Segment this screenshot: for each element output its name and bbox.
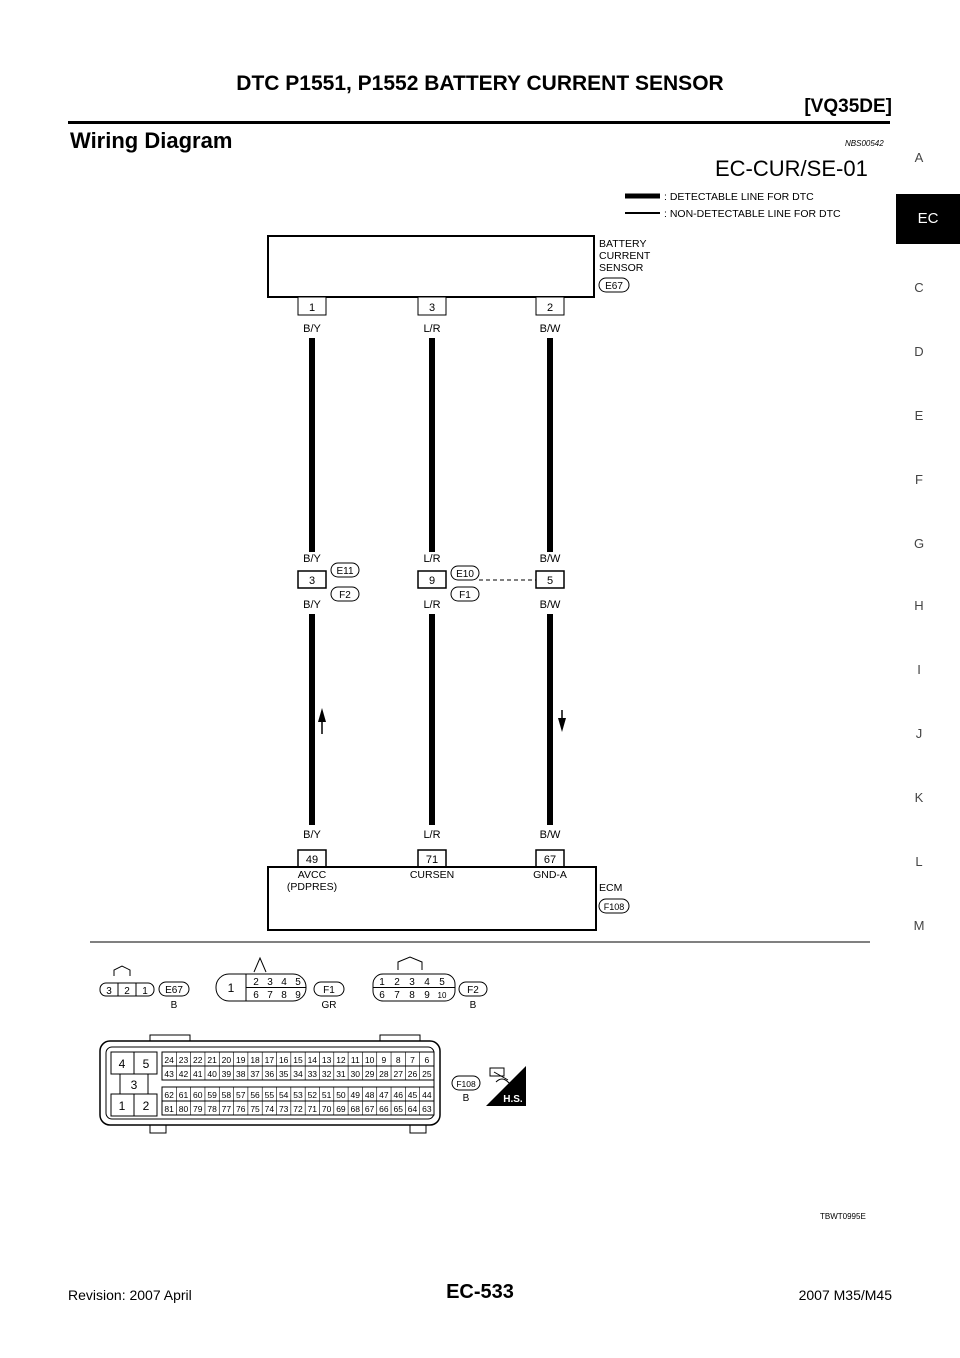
f108-pin: 10	[364, 1055, 375, 1065]
f108-pin: 7	[410, 1055, 415, 1065]
f108-pin: 63	[422, 1104, 432, 1114]
f108-pin: 38	[236, 1069, 246, 1079]
f1-view-pin: 8	[281, 990, 287, 1001]
f108-view-pin-1: 1	[118, 1099, 126, 1113]
f108-view-color: B	[462, 1093, 470, 1104]
junction-left-bottom-color: B/Y	[303, 599, 321, 611]
sensor-label-line1: BATTERY	[599, 238, 647, 250]
f108-pin: 64	[407, 1104, 418, 1114]
f2-view-pin: 8	[409, 990, 415, 1001]
f108-pin: 66	[379, 1104, 389, 1114]
section-title: Wiring Diagram	[70, 128, 233, 153]
section-code: NBS00542	[845, 139, 884, 148]
f108-pin: 20	[221, 1055, 232, 1065]
f108-view-pin-4: 4	[118, 1057, 126, 1071]
ecm-terminal-pdpres: (PDPRES)	[286, 881, 338, 893]
junction-left-top-color: B/Y	[303, 553, 321, 565]
f108-pin: 47	[379, 1090, 389, 1100]
junction-connectors	[298, 553, 564, 611]
f108-pin: 76	[236, 1104, 246, 1114]
f108-pin: 75	[250, 1104, 260, 1114]
ecm-wire-color-left: B/Y	[303, 829, 321, 841]
sensor-connector-label: E67	[605, 281, 623, 292]
section-tab-h[interactable]: H	[914, 598, 924, 613]
sensor-label-line3: SENSOR	[599, 262, 644, 274]
ecm-wire-color-right: B/W	[539, 829, 561, 841]
junction-mid-top-color: L/R	[423, 553, 441, 565]
junction-left-pin-label: 3	[308, 575, 316, 587]
f108-pin: 12	[336, 1055, 346, 1065]
ecm-pin-67-label: 67	[543, 854, 557, 866]
f108-pin: 9	[381, 1055, 387, 1065]
junction-left-lower-connector-label: F2	[339, 590, 351, 601]
harness-side-icon	[486, 1066, 526, 1106]
f108-pin: 78	[207, 1104, 217, 1114]
junction-mid-upper-connector-label: E10	[456, 569, 474, 580]
f108-pin: 45	[407, 1090, 418, 1100]
f108-pin: 15	[293, 1055, 303, 1065]
legend-non-detectable-label: : NON-DETECTABLE LINE FOR DTC	[664, 208, 841, 220]
f108-pin: 55	[264, 1090, 275, 1100]
f108-view-pin-3: 3	[130, 1078, 138, 1092]
junction-mid-pin-label: 9	[428, 575, 436, 587]
junction-right-top-color: B/W	[539, 553, 561, 565]
f108-pin: 39	[221, 1069, 232, 1079]
f1-view-color: GR	[321, 1000, 337, 1011]
wire-color-right-top: B/W	[539, 323, 561, 335]
section-tab-c[interactable]: C	[914, 280, 924, 295]
f108-view-name: F108	[456, 1079, 476, 1089]
f108-pin: 8	[395, 1055, 401, 1065]
junction-mid-bottom-color: L/R	[423, 599, 441, 611]
battery-current-sensor	[268, 236, 651, 335]
f108-pin: 22	[193, 1055, 203, 1065]
sensor-pin-2-label: 2	[546, 302, 554, 314]
f108-pin: 17	[264, 1055, 275, 1065]
f108-pin: 33	[307, 1069, 318, 1079]
f108-pin: 65	[393, 1104, 403, 1114]
junction-mid-lower-connector-label: F1	[459, 590, 471, 601]
f1-view-pin: 4	[281, 977, 287, 988]
f2-view-pin: 10	[437, 991, 447, 1000]
f108-pin: 29	[364, 1069, 375, 1079]
f108-pin: 19	[236, 1055, 246, 1065]
arrow-up-icon	[318, 708, 326, 734]
f108-pin: 69	[336, 1104, 346, 1114]
ecm-label: ECM	[599, 882, 623, 894]
footer-page-number: EC-533	[446, 1281, 514, 1303]
f1-view-pin: 9	[295, 990, 301, 1001]
f108-pin: 49	[350, 1090, 360, 1100]
f2-view-pin: 1	[379, 977, 385, 988]
f108-pin: 13	[321, 1055, 332, 1065]
f108-pin: 16	[278, 1055, 289, 1065]
figure-code: TBWT0995E	[820, 1212, 866, 1221]
footer-revision: Revision: 2007 April	[68, 1287, 192, 1303]
f108-pin: 77	[221, 1104, 232, 1114]
e67-view-color: B	[170, 1000, 178, 1011]
junction-right-bottom-color: B/W	[539, 599, 561, 611]
legend	[625, 191, 841, 220]
e67-view-pin-3: 3	[106, 986, 112, 997]
f108-pin: 79	[193, 1104, 203, 1114]
e67-view-name: E67	[165, 985, 183, 996]
section-tab-f[interactable]: F	[915, 472, 923, 487]
f108-pin: 71	[307, 1104, 318, 1114]
page-title: DTC P1551, P1552 BATTERY CURRENT SENSOR	[236, 72, 724, 95]
ecm-terminal-avcc: AVCC	[297, 869, 327, 881]
f108-view-pin-5: 5	[142, 1057, 150, 1071]
f108-pin: 52	[307, 1090, 318, 1100]
junction-right-pin-label: 5	[546, 575, 554, 587]
legend-detectable-label: : DETECTABLE LINE FOR DTC	[664, 191, 814, 203]
diagram-code: EC-CUR/SE-01	[715, 156, 868, 181]
harness-side-label: H.S.	[503, 1094, 523, 1105]
footer-model: 2007 M35/M45	[798, 1287, 892, 1303]
f108-pin: 43	[164, 1069, 174, 1079]
f108-pin: 30	[350, 1069, 360, 1079]
f108-pin: 68	[350, 1104, 360, 1114]
f2-view-pin: 7	[394, 990, 400, 1001]
connector-view-f2	[373, 957, 487, 1011]
f108-pin: 40	[207, 1069, 217, 1079]
f108-pin: 57	[236, 1090, 246, 1100]
f108-pin: 48	[364, 1090, 375, 1100]
section-tab-e[interactable]: E	[914, 408, 924, 423]
f108-pin: 59	[207, 1090, 217, 1100]
f108-pin: 14	[307, 1055, 318, 1065]
section-tab-k[interactable]: K	[914, 790, 924, 805]
f108-pin: 24	[164, 1055, 174, 1065]
wire-color-mid-top: L/R	[423, 323, 441, 335]
f108-pin: 67	[364, 1104, 375, 1114]
section-tab-l[interactable]: L	[915, 854, 923, 869]
e67-view-pin-1: 1	[142, 986, 148, 997]
f108-pin: 50	[336, 1090, 346, 1100]
arrow-down-icon	[558, 710, 566, 732]
f2-view-pin: 6	[379, 990, 385, 1001]
f108-pin: 72	[293, 1104, 303, 1114]
f108-pin: 46	[393, 1090, 403, 1100]
f108-pin: 81	[164, 1104, 174, 1114]
f108-pin: 56	[250, 1090, 260, 1100]
f108-pin: 80	[178, 1104, 189, 1114]
wire-color-left-top: B/Y	[303, 323, 321, 335]
ecm-terminal-cursen: CURSEN	[409, 869, 455, 881]
section-tab-a[interactable]: A	[914, 150, 924, 165]
sensor-pin-1-label: 1	[308, 302, 316, 314]
f1-view-pin: 3	[267, 977, 273, 988]
section-tab-j[interactable]: J	[915, 726, 923, 741]
f108-pin: 28	[379, 1069, 389, 1079]
section-tab-m[interactable]: M	[913, 918, 925, 933]
f1-view-name: F1	[323, 985, 335, 996]
ecm-unit	[268, 829, 629, 930]
f108-pin: 61	[178, 1090, 189, 1100]
f108-pin: 26	[407, 1069, 418, 1079]
f108-pin: 32	[321, 1069, 332, 1079]
f108-pin: 27	[393, 1069, 403, 1079]
connector-view-e67	[100, 966, 189, 1011]
f108-pin: 42	[178, 1069, 189, 1079]
f108-pin: 37	[250, 1069, 260, 1079]
f2-view-pin: 4	[424, 977, 430, 988]
engine-subtitle: [VQ35DE]	[804, 96, 892, 117]
f2-view-pin: 5	[439, 977, 445, 988]
f108-pin: 18	[250, 1055, 260, 1065]
sensor-label-line2: CURRENT	[599, 250, 651, 262]
f1-view-pin: 2	[253, 977, 259, 988]
f108-pin: 44	[422, 1090, 432, 1100]
f2-view-color: B	[469, 1000, 477, 1011]
ecm-pin-49-label: 49	[305, 854, 319, 866]
f108-pin: 34	[293, 1069, 303, 1079]
f2-view-pin: 2	[394, 977, 400, 988]
f108-pin: 74	[264, 1104, 275, 1114]
f108-pin: 36	[264, 1069, 275, 1079]
junction-left-upper-connector-label: E11	[336, 566, 354, 577]
f108-pin: 53	[293, 1090, 303, 1100]
f108-pin: 21	[207, 1055, 217, 1065]
section-tab-active[interactable]: EC	[896, 194, 960, 244]
f108-pin: 60	[193, 1090, 203, 1100]
f1-view-pin: 7	[267, 990, 273, 1001]
f108-pin: 6	[424, 1055, 430, 1065]
f108-pin: 54	[278, 1090, 289, 1100]
f2-view-pin: 3	[409, 977, 415, 988]
f108-pin: 25	[422, 1069, 432, 1079]
e67-view-pin-2: 2	[124, 986, 130, 997]
section-tab-i[interactable]: I	[917, 662, 921, 677]
connector-view-f108	[100, 1035, 480, 1133]
sensor-box	[268, 236, 594, 297]
f108-pin: 70	[321, 1104, 332, 1114]
ecm-pin-71-label: 71	[425, 854, 439, 866]
f108-pin: 35	[278, 1069, 289, 1079]
ecm-wire-color-mid: L/R	[423, 829, 441, 841]
f1-view-pin-1: 1	[227, 981, 235, 995]
f108-pin: 11	[350, 1055, 360, 1065]
f2-view-name: F2	[467, 985, 479, 996]
f108-view-pin-2: 2	[142, 1099, 150, 1113]
f2-view-pin: 9	[424, 990, 430, 1001]
f108-pin: 23	[178, 1055, 189, 1065]
ecm-terminal-gnd-a: GND-A	[533, 869, 567, 881]
f108-pin: 58	[221, 1090, 232, 1100]
f108-pin: 51	[321, 1090, 332, 1100]
section-tab-d[interactable]: D	[914, 344, 924, 359]
f108-pin: 31	[336, 1069, 346, 1079]
ecm-connector-label: F108	[603, 902, 625, 912]
f1-view-pin: 5	[295, 977, 301, 988]
f108-pin: 73	[278, 1104, 289, 1114]
section-tab-g[interactable]: G	[913, 536, 925, 551]
f1-view-pin: 6	[253, 990, 259, 1001]
f108-pin: 41	[193, 1069, 203, 1079]
f108-pin: 62	[164, 1090, 174, 1100]
connector-view-f1	[216, 958, 344, 1011]
sensor-pin-3-label: 3	[428, 302, 436, 314]
